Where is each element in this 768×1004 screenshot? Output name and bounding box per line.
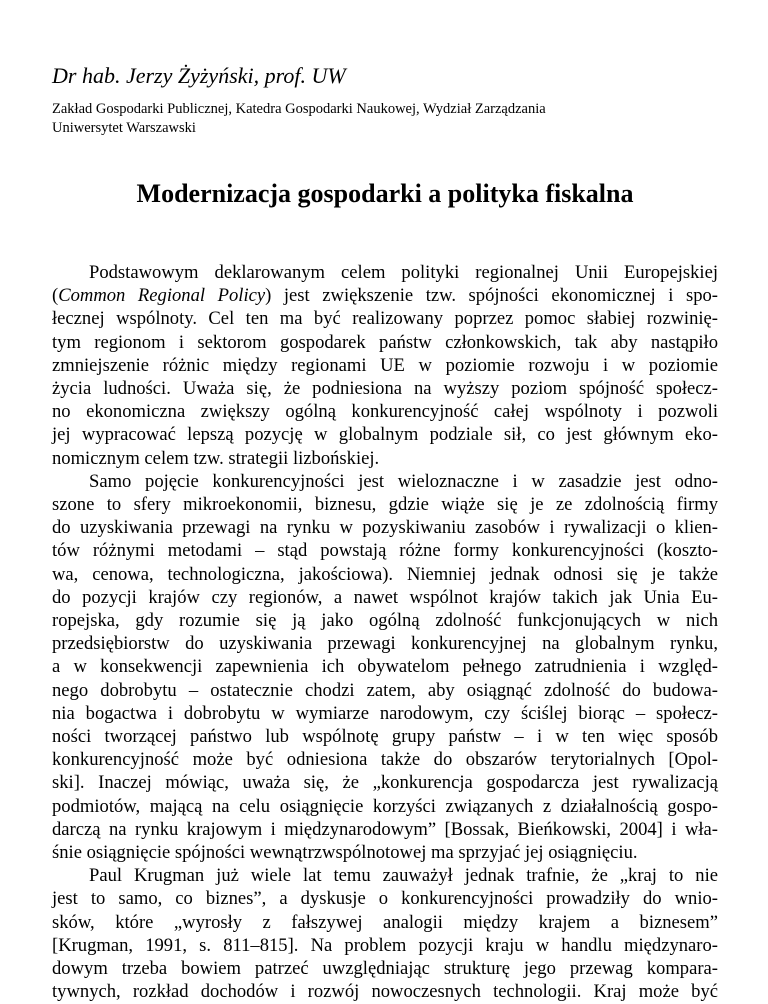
affiliation-line-2: Uniwersytet Warszawski [52,120,196,136]
article-body [52,261,718,1004]
text-line: szone to sfery mikroekonomii, biznesu, gdzie wiąże się je ze zdolnością firmy [52,494,718,516]
text-line: tywnych, rozkład dochodów i rozwój nowoczesnych technologii. Kraj może być [52,981,718,1003]
text-line: ropejska, gdy rozumie się ją jako ogólną zdolność funkcjonujących w nich [52,610,718,632]
text-line: darczą na rynku krajowym i międzynarodowym” [Bossak, Bieńkowski, 2004] i wła- [52,818,718,840]
text-line: wa, cenowa, technologiczna, jakościowa). Niemniej jednak odnosi się je także [52,563,718,585]
text-line: tów różnymi metodami – stąd powstają różne formy konkurencyjności (koszto- [52,540,718,562]
italic-term: Common Regional Policy [58,285,266,307]
text-line: jest to samo, co biznes”, a dyskusje o konkurencyjności prowadziły do wnio- [52,888,718,910]
text-line: tym regionom i sektorom gospodarek państw członkowskich, tak aby nastąpiło [52,331,718,353]
affiliation-line-1: Zakład Gospodarki Publicznej, Katedra Gospodarki Naukowej, Wydział Zarządzania [52,101,546,117]
text-line: śnie osiągnięcie spójności wewnątrzwspólnotowej ma sprzyjać jej osiągnięciu. [52,842,638,864]
text-line: życia ludności. Uważa się, że podniesiona na wyższy poziom spójność społecz- [52,378,718,400]
text-line: ności tworzącej państwo lub wspólnotę grupy państw – i w ten więc sposób [52,726,718,748]
text-line: Paul Krugman już wiele lat temu zauważył jednak trafnie, że „kraj to nie [89,865,718,887]
text-line: Samo pojęcie konkurencyjności jest wieloznaczne i w zasadzie jest odno- [89,470,718,492]
text-line: no ekonomiczna zwiększy ogólną konkurencyjność całej wspólnoty i pozwoli [52,401,718,423]
text-line: nego dobrobytu – ostatecznie chodzi zatem, aby osiągnąć zdolność do budowa- [52,679,718,701]
text-line: przedsiębiorstw do uzyskiwania przewagi konkurencyjnej na globalnym rynku, [52,633,718,655]
text-line: sków, które „wyrosły z fałszywej analogii między krajem a biznesem” [52,911,718,933]
text-line: a w konsekwencji zapewnienia ich obywatelom pełnego zatrudnienia i względ- [52,656,718,678]
text-line: zmniejszenie różnic między regionami UE w poziomie rozwoju i w poziomie [52,354,718,376]
text-line: nomicznym celem tzw. strategii lizbońskiej. [52,447,380,469]
text-line: ski]. Inaczej mówiąc, uważa się, że „konkurencja gospodarcza jest rywalizacją [52,772,718,794]
paragraph [52,261,718,470]
text-line: [Krugman, 1991, s. 811–815]. Na problem pozycji kraju w handlu międzynaro- [52,934,718,956]
text-line: do pozycji krajów czy regionów, a nawet wspólnot krajów takich jak Unia Eu- [52,586,718,608]
author-name: Dr hab. Jerzy Żyżyński, prof. UW [52,63,346,88]
text-segment: ( [52,285,59,307]
paragraph [52,864,718,1003]
text-line: nia bogactwa i dobrobytu w wymiarze narodowym, czy ściślej biorąc – społecz- [52,702,718,724]
text-line: podmiotów, mającą na celu osiągnięcie korzyści związanych z działalnością gospo- [52,795,718,817]
text-line: konkurencyjność może być odniesiona także do obszarów terytorialnych [Opol- [52,749,718,771]
text-line [52,284,718,307]
text-line: dowym trzeba bowiem patrzeć uwzględniając strukturę jego przewag kompara- [52,958,718,980]
paragraph [52,470,718,864]
article-title: Modernizacja gospodarki a polityka fiskalna [136,179,634,208]
text-line: jej wypracować lepszą pozycję w globalnym podziale sił, co jest głównym eko- [52,424,718,446]
text-line: Podstawowym deklarowanym celem polityki regionalnej Unii Europejskiej [89,262,718,283]
text-segment: ) jest zwiększenie tzw. spójności ekonomicznej i spo- [265,285,718,307]
text-line: łecznej wspólnoty. Cel ten ma być realizowany poprzez pomoc słabiej rozwinię- [52,308,718,330]
text-line: do uzyskiwania przewagi na rynku w pozyskiwaniu zasobów i rywalizacji o klien- [52,517,718,539]
